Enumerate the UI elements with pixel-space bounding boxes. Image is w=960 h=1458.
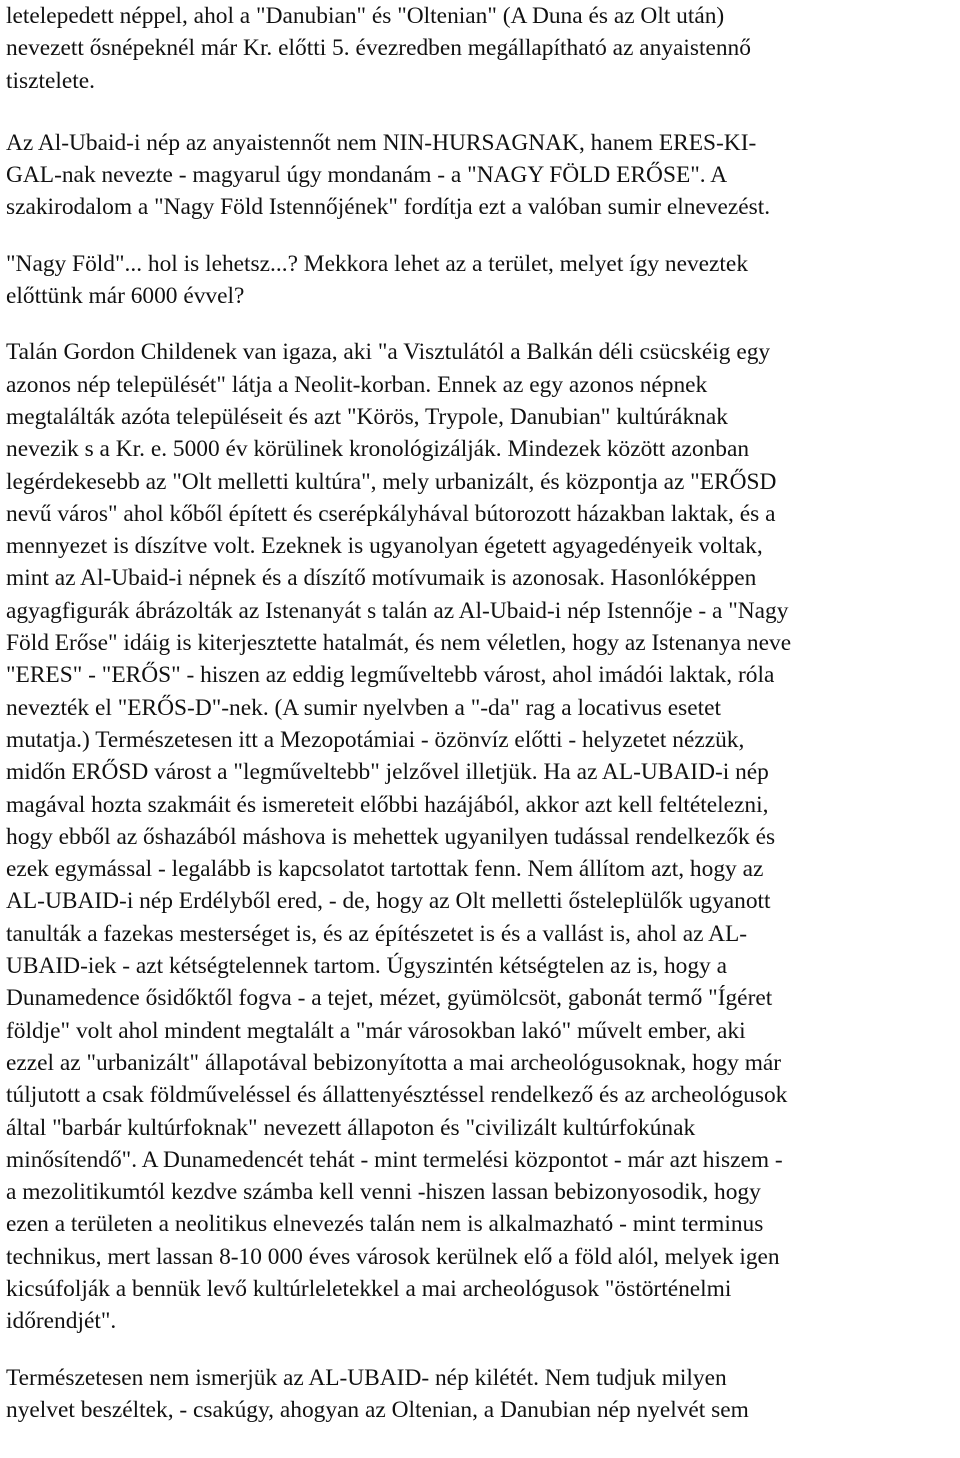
text-line: ezzel az "urbanizált" állapotával bebizonyította a mai archeológusoknak, hogy már bbox=[6, 1049, 782, 1076]
text-line: Természetesen nem ismerjük az AL-UBAID- nép kilétét. Nem tudjuk milyen bbox=[6, 1364, 727, 1391]
text-line: tisztelete. bbox=[6, 67, 95, 94]
text-line: mint az Al-Ubaid-i népnek és a díszítő motívumaik is azonosak. Hasonlóképpen bbox=[6, 565, 757, 592]
paragraph-5 bbox=[6, 1362, 946, 1427]
text-line: AL-UBAID-i nép Erdélyből ered, - de, hogy az Olt melletti ősteleplülők ugyanott bbox=[6, 888, 771, 915]
paragraph-2 bbox=[6, 127, 946, 224]
text-line: minősítendő". A Dunamedencét tehát - mint termelési központot - már azt hiszem - bbox=[6, 1146, 783, 1173]
text-line: Talán Gordon Childenek van igaza, aki "a Visztulától a Balkán déli csücskéig egy bbox=[6, 339, 771, 366]
text-line: előttünk már 6000 évvel? bbox=[6, 283, 245, 310]
text-line: legérdekesebb az "Olt melletti kultúra", mely urbanizált, és központja az "ERŐSD bbox=[6, 468, 777, 495]
text-line: technikus, mert lassan 8-10 000 éves városok kerülnek elő a föld alól, melyek igen bbox=[6, 1243, 780, 1270]
text-line: agyagfigurák ábrázolták az Istenanyát s talán az Al-Ubaid-i nép Istennője - a "Nagy bbox=[6, 597, 789, 624]
document-page bbox=[6, 0, 946, 1426]
text-line: UBAID-iek - azt kétségtelennek tartom. Úgyszintén kétségtelen az is, hogy a bbox=[6, 953, 727, 980]
text-line: nevű város" ahol kőből épített és cserépkályhával bútorozott házakban laktak, és a bbox=[6, 500, 776, 527]
text-line: földje" volt ahol mindent megtalált a "már városokban lakó" művelt ember, aki bbox=[6, 1017, 746, 1044]
text-line: ezen a területen a neolitikus elnevezés talán nem is alkalmazható - mint terminus bbox=[6, 1211, 764, 1238]
text-line: Dunamedence ősidőktől fogva - a tejet, mézet, gyümölcsöt, gabonát termő "Ígéret bbox=[6, 985, 773, 1012]
paragraph-spacer bbox=[6, 312, 946, 336]
text-line: magával hozta szakmáit és ismereteit előbbi hazájából, akkor azt kell feltételezni, bbox=[6, 791, 769, 818]
text-line: nevezték el "ERŐS-D"-nek. (A sumir nyelvben a "-da" rag a locativus esetet bbox=[6, 694, 721, 721]
text-line: "Nagy Föld"... hol is lehetsz...? Mekkora lehet az a terület, melyet így neveztek bbox=[6, 250, 749, 277]
text-line: kicsúfolják a bennük levő kultúrleletekkel a mai archeológusok "östörténelmi bbox=[6, 1275, 732, 1302]
text-line: nevezik s a Kr. e. 5000 év körülinek kronológizálják. Mindezek között azonban bbox=[6, 436, 750, 463]
text-line: mutatja.) Természetesen itt a Mezopotámiai - özönvíz előtti - helyzetet nézzük, bbox=[6, 726, 745, 753]
paragraph-spacer bbox=[6, 224, 946, 248]
text-line: tanulták a fazekas mesterséget is, és az építészetet is és a vallást is, ahol az AL- bbox=[6, 920, 748, 947]
text-line: letelepedett néppel, ahol a "Danubian" és "Oltenian" (A Duna és az Olt után) bbox=[6, 3, 725, 29]
text-line: Föld Erőse" idáig is kiterjesztette hatalmát, és nem véletlen, hogy az Istenanya neve bbox=[6, 630, 792, 657]
text-line: túljutott a csak földműveléssel és állattenyésztéssel rendelkező és az archeológusok bbox=[6, 1082, 788, 1109]
paragraph-1 bbox=[6, 0, 946, 97]
paragraph-spacer bbox=[6, 1338, 946, 1362]
text-line: megtalálták azóta településeit és azt "Körös, Trypole, Danubian" kultúráknak bbox=[6, 403, 728, 430]
text-line: hogy ebből az őshazából máshova is mehettek ugyanilyen tudással rendelkezők és bbox=[6, 823, 776, 850]
text-line: Az Al-Ubaid-i nép az anyaistennőt nem NIN-HURSAGNAK, hanem ERES-KI- bbox=[6, 129, 757, 156]
text-line: szakirodalom a "Nagy Föld Istennőjének" fordítja ezt a valóban sumir elnevezést. bbox=[6, 194, 771, 221]
paragraph-3 bbox=[6, 248, 946, 313]
text-line: időrendjét". bbox=[6, 1308, 117, 1335]
paragraph-4 bbox=[6, 336, 946, 1337]
text-line: a mezolitikumtól kezdve számba kell venni -hiszen lassan bebizonyosodik, hogy bbox=[6, 1179, 761, 1206]
paragraph-spacer bbox=[6, 97, 946, 127]
text-line: azonos nép települését" látja a Neolit-korban. Ennek az egy azonos népnek bbox=[6, 371, 708, 398]
text-line: mennyezet is díszítve volt. Ezeknek is ugyanolyan égetett agyagedényeik voltak, bbox=[6, 533, 763, 560]
text-line: "ERES" - "ERŐS" - hiszen az eddig legműveltebb várost, ahol imádói laktak, róla bbox=[6, 662, 775, 689]
text-line: által "barbár kultúrfoknak" nevezett állapoton és "civilizált kultúrfokúnak bbox=[6, 1114, 696, 1141]
text-line: ezek egymással - legalább is kapcsolatot tartottak fenn. Nem állítom azt, hogy az bbox=[6, 856, 764, 883]
text-line: GAL-nak nevezte - magyarul úgy mondanám - a "NAGY FÖLD ERŐSE". A bbox=[6, 162, 728, 189]
text-line: midőn ERŐSD várost a "legműveltebb" jelzővel illetjük. Ha az AL-UBAID-i nép bbox=[6, 759, 769, 786]
text-line: nyelvet beszéltek, - csakúgy, ahogyan az Oltenian, a Danubian nép nyelvét sem bbox=[6, 1396, 749, 1423]
text-line: nevezett ősnépeknél már Kr. előtti 5. évezredben megállapítható az anyaistennő bbox=[6, 35, 751, 62]
